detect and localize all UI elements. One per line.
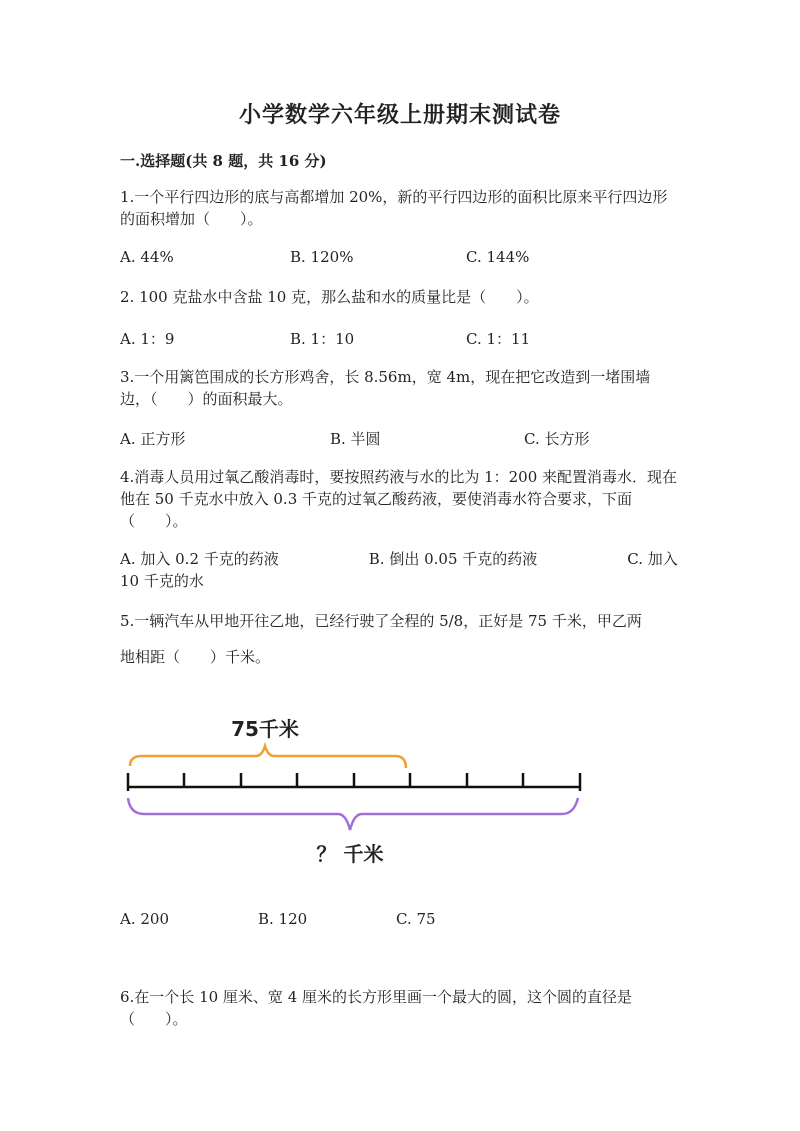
section-heading: 一.选择题(共 8 题，共 16 分) [120, 152, 327, 170]
question-5-line-1: 5.一辆汽车从甲地开往乙地，已经行驶了全程的 5/8，正好是 75 千米，甲乙两 [120, 612, 642, 630]
question-5-line-2: 地相距（ ）千米。 [120, 648, 271, 666]
option-c[interactable]: C. 144% [466, 248, 530, 266]
question-3: 3.一个用篱笆围成的长方形鸡舍，长 8.56m，宽 4m，现在把它改造到一堵围墙边，（ ）的面积最大。 [120, 368, 651, 408]
question-2: 2. 100 克盐水中含盐 10 克，那么盐和水的质量比是（ ）。 [120, 288, 539, 306]
purple-brace [128, 798, 578, 830]
question-4-options[interactable]: A. 加入 0.2 千克的药液 B. 倒出 0.05 千克的药液 C. 加入 10 千克的水 [120, 550, 678, 590]
tick-marks [128, 773, 580, 791]
page-title: 小学数学六年级上册期末测试卷 [238, 102, 561, 128]
question-1: 1.一个平行四边形的底与高都增加 20%，新的平行四边形的面积比原来平行四边形的面积增加（ ）。 [120, 188, 668, 228]
bottom-label: ？ 千米 [316, 842, 384, 866]
distance-diagram [110, 706, 610, 876]
option-c[interactable]: C. 1：11 [466, 330, 531, 348]
option-b[interactable]: B. 半圆 [330, 430, 381, 448]
option-a[interactable]: A. 1：9 [120, 330, 175, 348]
option-b[interactable]: B. 1：10 [290, 330, 355, 348]
question-2-options [120, 328, 680, 350]
option-c[interactable]: C. 长方形 [524, 430, 590, 448]
question-1-options [120, 248, 680, 270]
top-label: 75千米 [231, 717, 299, 741]
question-3-options [120, 428, 680, 450]
option-a[interactable]: A. 200 [120, 910, 169, 928]
option-c[interactable]: C. 75 [396, 910, 436, 928]
question-5-options [120, 910, 680, 932]
question-6: 6.在一个长 10 厘米、宽 4 厘米的长方形里画一个最大的圆，这个圆的直径是（ ）。 [120, 988, 633, 1028]
question-4: 4.消毒人员用过氧乙酸消毒时，要按照药液与水的比为 1：200 来配置消毒水．现在他在 50 千克水中放入 0.3 千克的过氧乙酸药液，要使消毒水符合要求，下面（ ）。 [120, 468, 678, 530]
option-b[interactable]: B. 120 [258, 910, 308, 928]
option-a[interactable]: A. 正方形 [120, 430, 186, 448]
option-a[interactable]: A. 44% [120, 248, 174, 266]
orange-brace [130, 746, 406, 768]
option-b[interactable]: B. 120% [290, 248, 354, 266]
